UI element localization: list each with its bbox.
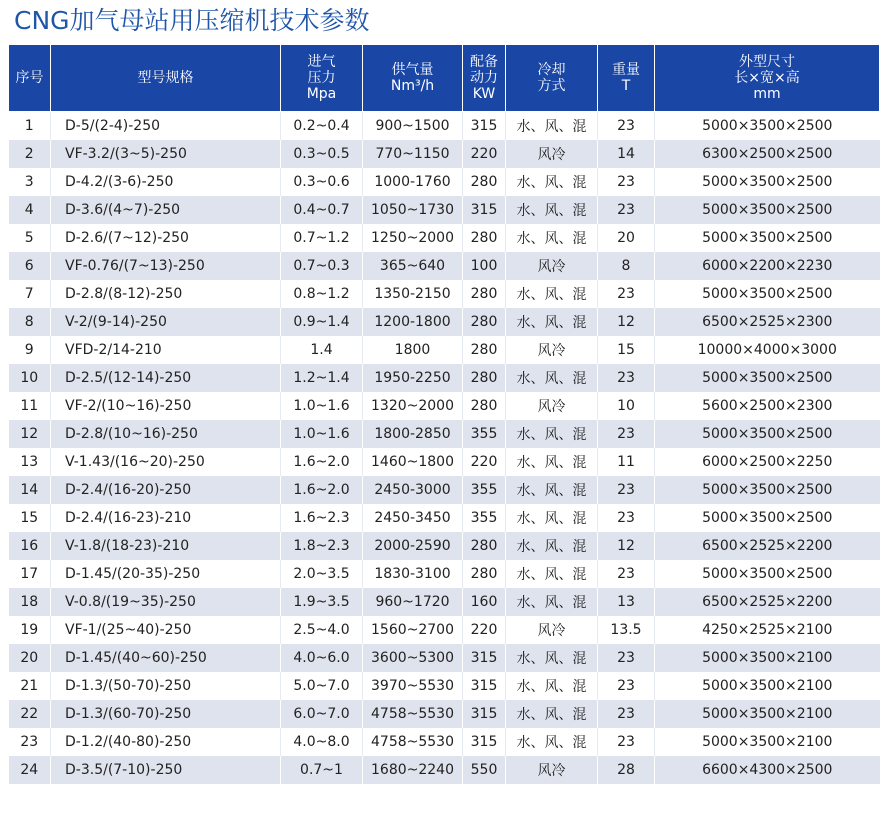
table-row: [9, 112, 880, 141]
cell-cooling: 水、风、混: [506, 588, 598, 616]
cell-size: 5000×3500×2500: [655, 560, 880, 588]
table-row: [9, 308, 880, 336]
cell-no: 11: [9, 392, 51, 420]
cell-no: 4: [9, 196, 51, 224]
cell-weight: 23: [598, 420, 655, 448]
cell-model: D-2.8/(8-12)-250: [51, 280, 281, 308]
table-row: [9, 420, 880, 448]
table-row: [9, 728, 880, 756]
cell-model: D-2.6/(7~12)-250: [51, 224, 281, 252]
cell-weight: 23: [598, 168, 655, 196]
cell-pressure: 6.0~7.0: [281, 700, 363, 728]
header-weight: 重量 T: [598, 45, 655, 112]
table-header-row: [9, 45, 880, 112]
cell-model: VF-0.76/(7~13)-250: [51, 252, 281, 280]
cell-no: 17: [9, 560, 51, 588]
cell-pressure: 0.7~1: [281, 756, 363, 784]
cell-cooling: 风冷: [506, 392, 598, 420]
table-row: [9, 532, 880, 560]
cell-no: 9: [9, 336, 51, 364]
cell-power: 355: [463, 476, 506, 504]
cell-flow: 1350-2150: [363, 280, 463, 308]
cell-flow: 1800: [363, 336, 463, 364]
cell-size: 6500×2525×2300: [655, 308, 880, 336]
cell-size: 5000×3500×2500: [655, 280, 880, 308]
cell-pressure: 1.0~1.6: [281, 392, 363, 420]
cell-no: 6: [9, 252, 51, 280]
cell-weight: 23: [598, 504, 655, 532]
cell-cooling: 风冷: [506, 252, 598, 280]
cell-model: D-2.4/(16-20)-250: [51, 476, 281, 504]
header-model: 型号规格: [51, 45, 281, 112]
cell-size: 4250×2525×2100: [655, 616, 880, 644]
cell-flow: 1800-2850: [363, 420, 463, 448]
cell-cooling: 水、风、混: [506, 420, 598, 448]
cell-no: 8: [9, 308, 51, 336]
cell-power: 355: [463, 504, 506, 532]
cell-size: 5000×3500×2500: [655, 476, 880, 504]
header-cooling: 冷却 方式: [506, 45, 598, 112]
cell-model: D-3.5/(7-10)-250: [51, 756, 281, 784]
header-power: 配备 动力 KW: [463, 45, 506, 112]
cell-size: 6600×4300×2500: [655, 756, 880, 784]
cell-flow: 2450-3000: [363, 476, 463, 504]
cell-pressure: 0.9~1.4: [281, 308, 363, 336]
table-row: [9, 476, 880, 504]
table-row: [9, 196, 880, 224]
cell-flow: 770~1150: [363, 140, 463, 168]
cell-weight: 13.5: [598, 616, 655, 644]
cell-no: 20: [9, 644, 51, 672]
table-body: [9, 112, 880, 785]
cell-power: 160: [463, 588, 506, 616]
cell-weight: 13: [598, 588, 655, 616]
cell-size: 5000×3500×2100: [655, 728, 880, 756]
cell-weight: 23: [598, 560, 655, 588]
cell-model: D-2.8/(10~16)-250: [51, 420, 281, 448]
table-row: [9, 756, 880, 784]
cell-pressure: 0.4~0.7: [281, 196, 363, 224]
cell-cooling: 水、风、混: [506, 644, 598, 672]
cell-model: V-1.43/(16~20)-250: [51, 448, 281, 476]
cell-cooling: 水、风、混: [506, 448, 598, 476]
header-no: 序号: [9, 45, 51, 112]
table-row: [9, 672, 880, 700]
cell-pressure: 1.6~2.0: [281, 448, 363, 476]
cell-power: 280: [463, 364, 506, 392]
cell-cooling: 风冷: [506, 336, 598, 364]
cell-flow: 4758~5530: [363, 728, 463, 756]
cell-flow: 1250~2000: [363, 224, 463, 252]
cell-weight: 23: [598, 364, 655, 392]
cell-pressure: 4.0~8.0: [281, 728, 363, 756]
cell-pressure: 1.9~3.5: [281, 588, 363, 616]
cell-flow: 1950-2250: [363, 364, 463, 392]
table-row: [9, 140, 880, 168]
cell-no: 24: [9, 756, 51, 784]
cell-flow: 1050~1730: [363, 196, 463, 224]
table-row: [9, 392, 880, 420]
cell-power: 100: [463, 252, 506, 280]
cell-cooling: 风冷: [506, 616, 598, 644]
cell-flow: 365~640: [363, 252, 463, 280]
cell-weight: 20: [598, 224, 655, 252]
table-row: [9, 364, 880, 392]
cell-weight: 28: [598, 756, 655, 784]
cell-model: VF-1/(25~40)-250: [51, 616, 281, 644]
cell-power: 315: [463, 196, 506, 224]
cell-size: 6300×2500×2500: [655, 140, 880, 168]
table-row: [9, 168, 880, 196]
cell-power: 315: [463, 672, 506, 700]
cell-size: 5000×3500×2500: [655, 364, 880, 392]
table-row: [9, 616, 880, 644]
cell-flow: 4758~5530: [363, 700, 463, 728]
cell-model: VF-2/(10~16)-250: [51, 392, 281, 420]
cell-pressure: 5.0~7.0: [281, 672, 363, 700]
cell-cooling: 水、风、混: [506, 196, 598, 224]
cell-cooling: 风冷: [506, 140, 598, 168]
cell-pressure: 1.8~2.3: [281, 532, 363, 560]
cell-size: 5000×3500×2100: [655, 672, 880, 700]
cell-no: 12: [9, 420, 51, 448]
cell-power: 280: [463, 308, 506, 336]
cell-weight: 11: [598, 448, 655, 476]
cell-weight: 14: [598, 140, 655, 168]
cell-size: 5000×3500×2500: [655, 196, 880, 224]
cell-pressure: 0.2~0.4: [281, 112, 363, 141]
cell-model: D-1.2/(40-80)-250: [51, 728, 281, 756]
cell-model: V-1.8/(18-23)-210: [51, 532, 281, 560]
cell-weight: 8: [598, 252, 655, 280]
table-row: [9, 280, 880, 308]
cell-no: 22: [9, 700, 51, 728]
table-row: [9, 644, 880, 672]
cell-size: 6000×2500×2250: [655, 448, 880, 476]
header-flow: 供气量 Nm³/h: [363, 45, 463, 112]
cell-flow: 1000-1760: [363, 168, 463, 196]
cell-weight: 23: [598, 112, 655, 141]
cell-model: V-2/(9-14)-250: [51, 308, 281, 336]
cell-flow: 1460~1800: [363, 448, 463, 476]
cell-cooling: 水、风、混: [506, 224, 598, 252]
cell-no: 14: [9, 476, 51, 504]
cell-size: 5000×3500×2500: [655, 420, 880, 448]
cell-pressure: 1.4: [281, 336, 363, 364]
table-row: [9, 336, 880, 364]
cell-power: 220: [463, 616, 506, 644]
table-row: [9, 224, 880, 252]
cell-flow: 2450-3450: [363, 504, 463, 532]
cell-weight: 10: [598, 392, 655, 420]
cell-flow: 900~1500: [363, 112, 463, 141]
cell-no: 5: [9, 224, 51, 252]
cell-model: D-2.5/(12-14)-250: [51, 364, 281, 392]
cell-model: D-2.4/(16-23)-210: [51, 504, 281, 532]
cell-model: D-1.45/(20-35)-250: [51, 560, 281, 588]
cell-cooling: 水、风、混: [506, 280, 598, 308]
cell-cooling: 水、风、混: [506, 728, 598, 756]
cell-size: 6500×2525×2200: [655, 588, 880, 616]
cell-cooling: 水、风、混: [506, 476, 598, 504]
cell-power: 280: [463, 392, 506, 420]
cell-cooling: 风冷: [506, 756, 598, 784]
table-row: [9, 560, 880, 588]
cell-size: 5000×3500×2500: [655, 504, 880, 532]
cell-no: 3: [9, 168, 51, 196]
cell-weight: 23: [598, 672, 655, 700]
cell-size: 6500×2525×2200: [655, 532, 880, 560]
cell-size: 5000×3500×2500: [655, 224, 880, 252]
cell-weight: 23: [598, 700, 655, 728]
cell-no: 7: [9, 280, 51, 308]
cell-pressure: 2.5~4.0: [281, 616, 363, 644]
cell-power: 355: [463, 420, 506, 448]
cell-power: 315: [463, 112, 506, 141]
cell-flow: 3600~5300: [363, 644, 463, 672]
cell-flow: 1680~2240: [363, 756, 463, 784]
cell-size: 5000×3500×2100: [655, 700, 880, 728]
cell-pressure: 4.0~6.0: [281, 644, 363, 672]
cell-cooling: 水、风、混: [506, 672, 598, 700]
table-row: [9, 588, 880, 616]
cell-model: D-3.6/(4~7)-250: [51, 196, 281, 224]
cell-no: 15: [9, 504, 51, 532]
cell-model: V-0.8/(19~35)-250: [51, 588, 281, 616]
cell-flow: 1830-3100: [363, 560, 463, 588]
cell-no: 19: [9, 616, 51, 644]
cell-cooling: 水、风、混: [506, 560, 598, 588]
cell-pressure: 1.6~2.3: [281, 504, 363, 532]
cell-cooling: 水、风、混: [506, 112, 598, 141]
cell-no: 18: [9, 588, 51, 616]
cell-size: 5000×3500×2100: [655, 644, 880, 672]
cell-no: 16: [9, 532, 51, 560]
cell-power: 315: [463, 728, 506, 756]
cell-model: D-1.45/(40~60)-250: [51, 644, 281, 672]
cell-no: 10: [9, 364, 51, 392]
cell-no: 1: [9, 112, 51, 141]
cell-weight: 23: [598, 476, 655, 504]
cell-flow: 3970~5530: [363, 672, 463, 700]
cell-no: 23: [9, 728, 51, 756]
cell-model: D-1.3/(60-70)-250: [51, 700, 281, 728]
cell-model: D-1.3/(50-70)-250: [51, 672, 281, 700]
cell-power: 315: [463, 644, 506, 672]
cell-pressure: 0.7~0.3: [281, 252, 363, 280]
cell-cooling: 水、风、混: [506, 700, 598, 728]
cell-power: 220: [463, 140, 506, 168]
cell-model: VFD-2/14-210: [51, 336, 281, 364]
cell-cooling: 水、风、混: [506, 504, 598, 532]
cell-power: 280: [463, 336, 506, 364]
cell-weight: 12: [598, 532, 655, 560]
cell-pressure: 1.0~1.6: [281, 420, 363, 448]
cell-weight: 23: [598, 644, 655, 672]
cell-power: 280: [463, 224, 506, 252]
cell-no: 21: [9, 672, 51, 700]
cell-pressure: 1.6~2.0: [281, 476, 363, 504]
cell-cooling: 水、风、混: [506, 168, 598, 196]
cell-pressure: 0.7~1.2: [281, 224, 363, 252]
page-title: CNG加气母站用压缩机技术参数: [14, 6, 370, 35]
header-pressure: 进气 压力 Mpa: [281, 45, 363, 112]
compressor-spec-table: [8, 44, 880, 784]
cell-cooling: 水、风、混: [506, 532, 598, 560]
cell-cooling: 水、风、混: [506, 308, 598, 336]
cell-model: D-4.2/(3-6)-250: [51, 168, 281, 196]
table-row: [9, 448, 880, 476]
cell-power: 280: [463, 280, 506, 308]
cell-power: 220: [463, 448, 506, 476]
cell-pressure: 0.3~0.6: [281, 168, 363, 196]
cell-flow: 960~1720: [363, 588, 463, 616]
table-row: [9, 252, 880, 280]
cell-power: 280: [463, 168, 506, 196]
cell-weight: 23: [598, 280, 655, 308]
cell-pressure: 0.8~1.2: [281, 280, 363, 308]
table-row: [9, 700, 880, 728]
cell-weight: 23: [598, 196, 655, 224]
cell-power: 280: [463, 560, 506, 588]
cell-flow: 1200-1800: [363, 308, 463, 336]
cell-no: 2: [9, 140, 51, 168]
cell-power: 550: [463, 756, 506, 784]
table-row: [9, 504, 880, 532]
cell-power: 315: [463, 700, 506, 728]
cell-flow: 2000-2590: [363, 532, 463, 560]
cell-power: 280: [463, 532, 506, 560]
cell-pressure: 1.2~1.4: [281, 364, 363, 392]
cell-size: 5000×3500×2500: [655, 168, 880, 196]
cell-weight: 23: [598, 728, 655, 756]
cell-cooling: 水、风、混: [506, 364, 598, 392]
cell-flow: 1320~2000: [363, 392, 463, 420]
cell-weight: 15: [598, 336, 655, 364]
cell-pressure: 2.0~3.5: [281, 560, 363, 588]
cell-model: D-5/(2-4)-250: [51, 112, 281, 141]
cell-size: 5600×2500×2300: [655, 392, 880, 420]
cell-no: 13: [9, 448, 51, 476]
cell-pressure: 0.3~0.5: [281, 140, 363, 168]
cell-weight: 12: [598, 308, 655, 336]
header-size: 外型尺寸 长×宽×高 mm: [655, 45, 880, 112]
cell-size: 10000×4000×3000: [655, 336, 880, 364]
cell-flow: 1560~2700: [363, 616, 463, 644]
cell-model: VF-3.2/(3~5)-250: [51, 140, 281, 168]
cell-size: 6000×2200×2230: [655, 252, 880, 280]
cell-size: 5000×3500×2500: [655, 112, 880, 141]
